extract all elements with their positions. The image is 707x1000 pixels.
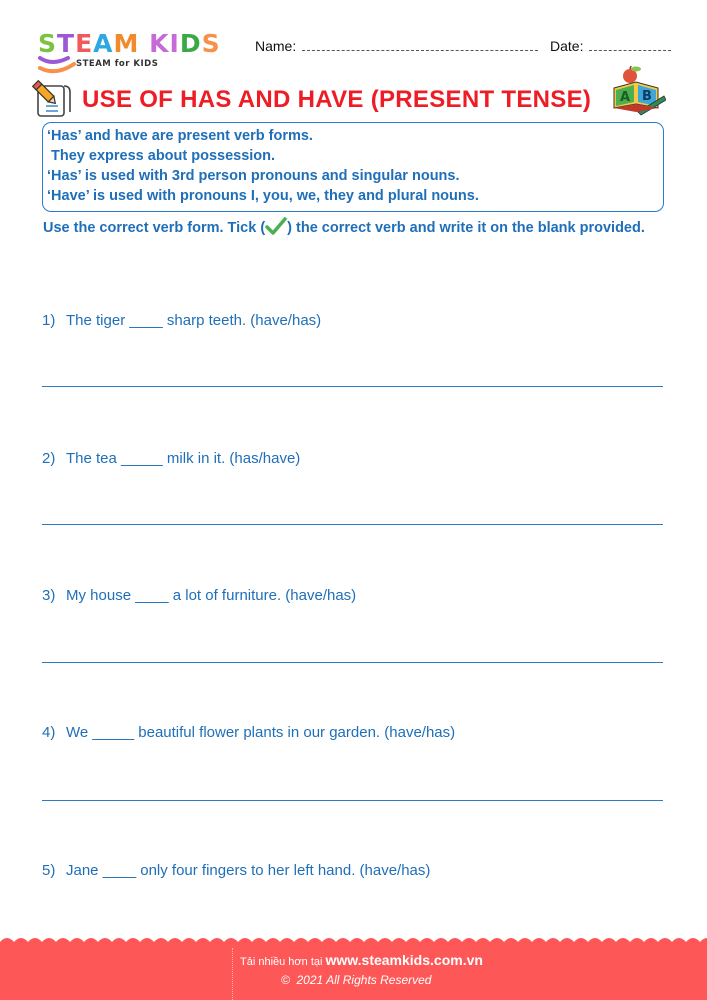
question-text: Jane ____ only four fingers to her left hand. (have/has) [66, 862, 431, 879]
rule-line: They express about possession. [47, 148, 276, 164]
question-number: 3) [42, 587, 56, 604]
question-5 [42, 862, 430, 879]
question-2 [42, 450, 300, 467]
question-number: 2) [42, 450, 56, 467]
checkmark-icon [265, 217, 287, 235]
instructions-text-after: ) the correct verb and write it on the blank provided. [287, 220, 645, 236]
worksheet-title: USE OF HAS AND HAVE (PRESENT TENSE) [82, 86, 592, 113]
logo-letter: M [113, 29, 140, 58]
abc-book-apple-icon [608, 66, 666, 116]
question-number: 1) [42, 312, 56, 329]
logo-letter: S [38, 29, 58, 58]
question-text: We _____ beautiful flower plants in our garden. (have/has) [66, 724, 456, 741]
date-field[interactable] [550, 38, 671, 54]
question-1 [42, 312, 321, 329]
grammar-rules-box [42, 122, 664, 212]
svg-text:B: B [642, 89, 652, 104]
logo-letter: K [149, 29, 170, 58]
pencil-paper-icon [30, 80, 74, 120]
logo-letter: A [93, 29, 114, 58]
svg-text:A: A [620, 90, 631, 105]
date-blank[interactable] [589, 39, 671, 51]
answer-line-3[interactable] [42, 662, 663, 663]
logo-letter: I [169, 29, 180, 58]
answer-line-4[interactable] [42, 800, 663, 801]
logo-letter [139, 29, 149, 58]
footer-divider [232, 948, 233, 1000]
steam-kids-logo [38, 30, 238, 75]
answer-line-1[interactable] [42, 386, 663, 387]
instructions-text-before: Use the correct verb form. Tick ( [43, 220, 266, 236]
name-label: Name: [255, 38, 297, 54]
logo-letter: E [75, 29, 94, 58]
question-text: The tea _____ milk in it. (has/have) [66, 450, 301, 467]
footer-prefix: Tải nhiều hơn tại [240, 956, 326, 968]
question-text: My house ____ a lot of furniture. (have/has) [66, 587, 357, 604]
question-text: The tiger ____ sharp teeth. (have/has) [66, 312, 322, 329]
logo-letter: D [179, 29, 202, 58]
answer-line-2[interactable] [42, 524, 663, 525]
footer-download-text [240, 952, 483, 968]
question-number: 5) [42, 862, 56, 879]
logo-swoosh-icon [38, 54, 78, 76]
logo-subtitle: STEAM for KIDS [76, 59, 159, 69]
logo-letter: S [201, 29, 221, 58]
worksheet-title-row [30, 78, 670, 122]
rule-line: ‘Has’ is used with 3rd person pronouns and singular nouns. [47, 168, 460, 184]
question-number: 4) [42, 724, 56, 741]
name-blank[interactable] [302, 39, 538, 51]
rule-line: ‘Has’ and have are present verb forms. [47, 128, 313, 144]
footer-website-link[interactable]: www.steamkids.com.vn [325, 952, 483, 968]
instructions [43, 217, 668, 239]
footer-copyright: © 2021 All Rights Reserved [281, 973, 432, 987]
rule-line: ‘Have’ is used with pronouns I, you, we, they and plural nouns. [47, 188, 479, 204]
logo-letter: T [57, 29, 76, 58]
footer [0, 942, 707, 1000]
question-4 [42, 724, 455, 741]
question-3 [42, 587, 356, 604]
name-field[interactable] [255, 38, 538, 54]
date-label: Date: [550, 38, 584, 54]
